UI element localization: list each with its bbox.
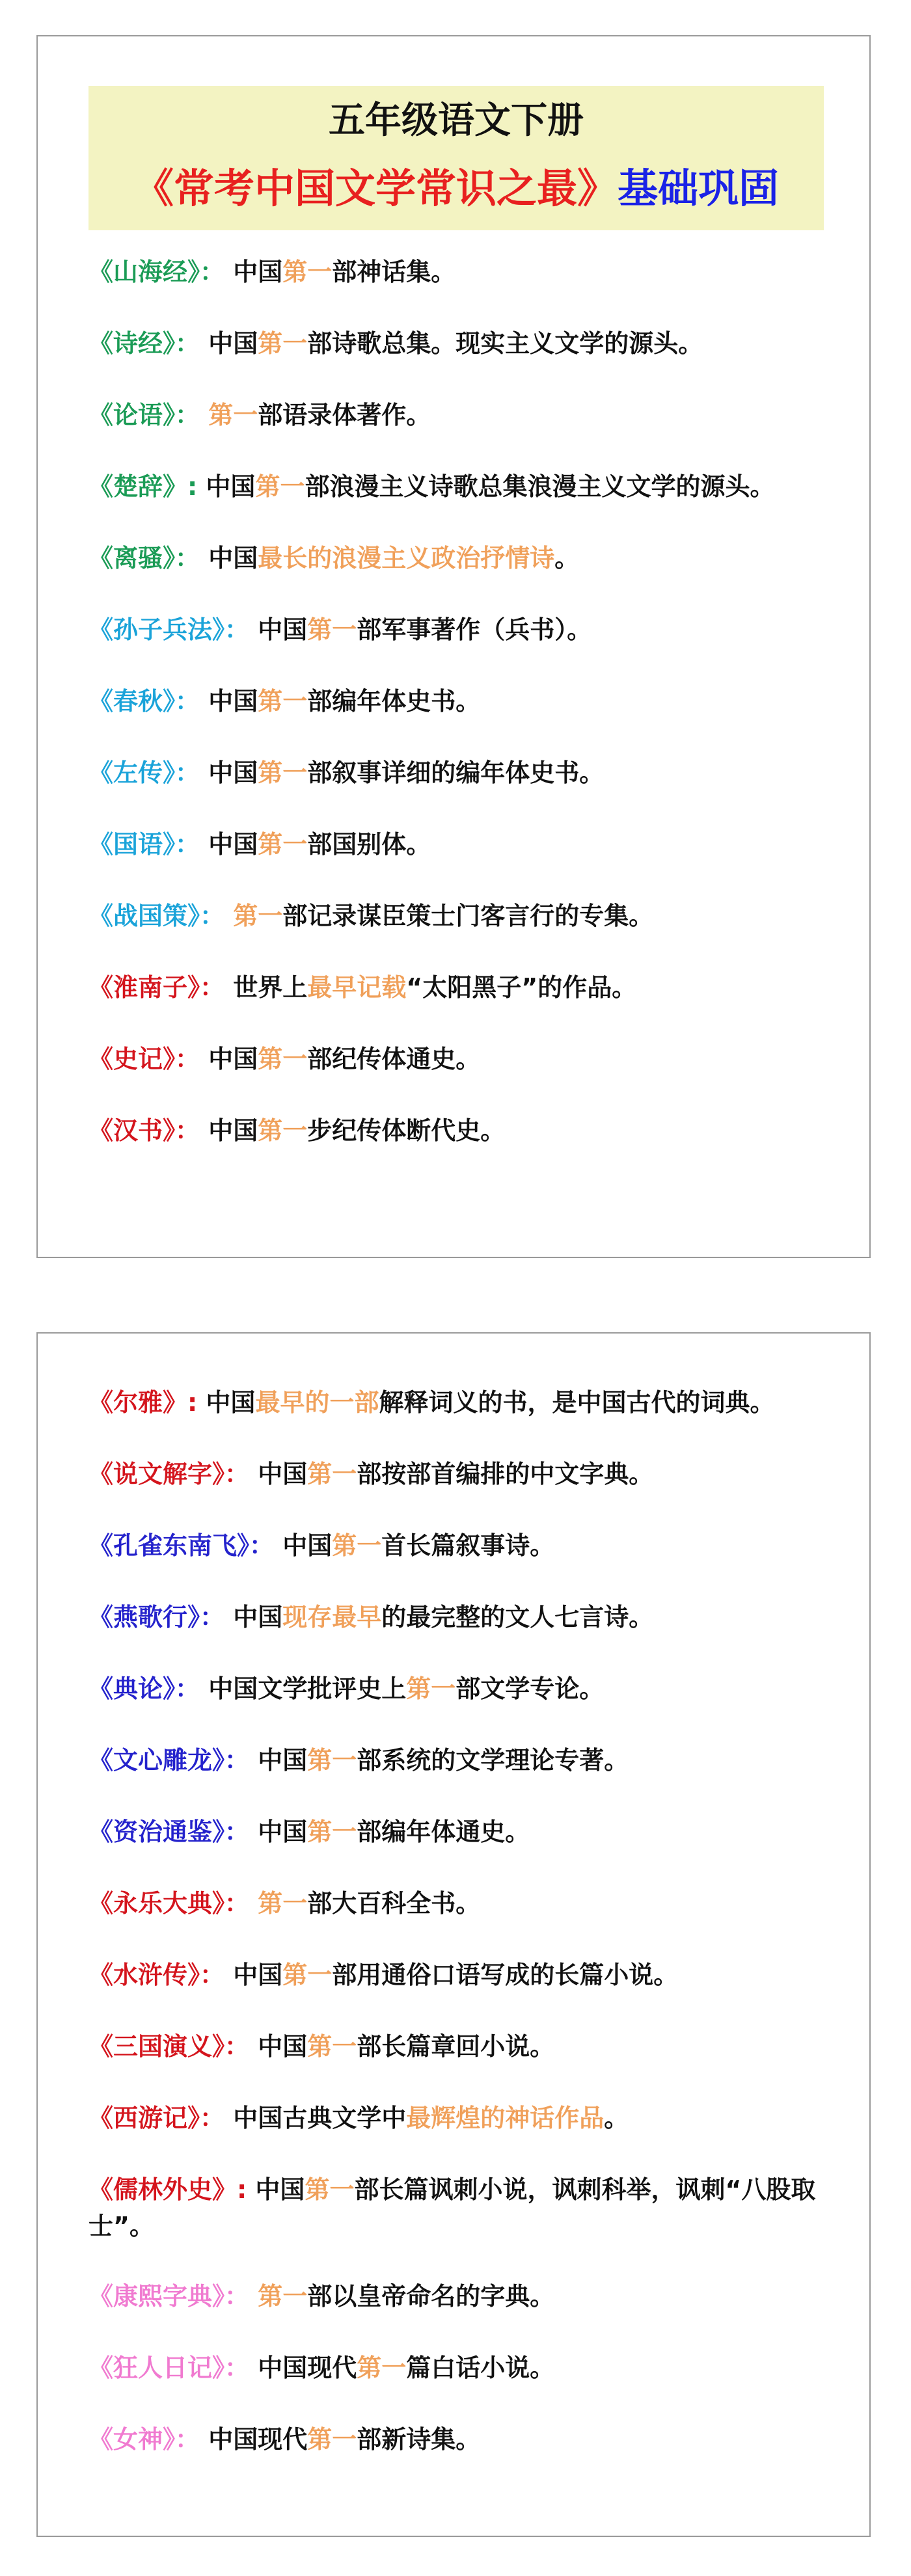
fact-text: 中国 (249, 615, 308, 644)
fact-text: 中国 (249, 1746, 308, 1775)
book-title: 《水浒传》： (88, 1961, 225, 1989)
fact-highlight: 现存最早 (282, 1603, 382, 1631)
fact-text: 。 (604, 2104, 629, 2132)
fact-item (88, 898, 856, 969)
fact-text (249, 1889, 258, 1918)
fact-text: 中国 (249, 1818, 308, 1846)
book-title: 《永乐大典》： (88, 1889, 250, 1918)
fact-item (88, 1112, 856, 1184)
fact-text: 部长篇讽刺小说，讽刺科举，讽刺“八股取士”。 (88, 2175, 816, 2240)
fact-highlight: 第一 (307, 1818, 357, 1846)
fact-item (88, 1599, 856, 1670)
subtitle-red: 《常考中国文学常识之最》 (133, 165, 618, 212)
knowledge-card-1 (36, 35, 871, 1258)
fact-text: 部按部首编排的中文字典。 (357, 1460, 654, 1488)
fact-text: 步纪传体断代史。 (307, 1116, 506, 1145)
fact-highlight: 第一 (258, 1116, 308, 1145)
fact-text: 部记录谋臣策士门客言行的专集。 (282, 902, 654, 930)
page-title: 五年级语文下册 (329, 100, 584, 142)
fact-item (88, 2100, 856, 2171)
book-title: 《典论》： (88, 1674, 200, 1703)
fact-item (88, 1742, 856, 1814)
fact-item (88, 683, 856, 755)
fact-highlight: 第一 (258, 1045, 308, 1073)
fact-item (88, 1885, 856, 1957)
fact-text: 中国 (224, 1961, 283, 1989)
fact-highlight: 第一 (258, 830, 308, 859)
book-title: 《离骚》： (88, 544, 200, 572)
book-title: 《狂人日记》： (88, 2354, 250, 2382)
book-title: 《孙子兵法》： (88, 615, 250, 644)
fact-highlight: 第一 (406, 1674, 456, 1703)
fact-item (88, 325, 856, 397)
fact-item (88, 1527, 856, 1599)
fact-text: “太阳黑子”的作品。 (406, 973, 637, 1002)
fact-text: 部语录体著作。 (258, 401, 431, 429)
fact-highlight: 第一 (332, 1531, 382, 1560)
book-title: 《诗经》： (88, 329, 200, 358)
fact-text: 中国 (224, 258, 283, 286)
fact-text: 部国别体。 (307, 830, 431, 859)
fact-item (88, 1814, 856, 1885)
fact-highlight: 最早的一部 (255, 1388, 379, 1417)
fact-item (88, 2028, 856, 2100)
fact-text: 中国 (200, 687, 258, 716)
fact-text: 解释词义的书，是中国古代的词典。 (379, 1388, 775, 1417)
fact-text: 部诗歌总集。现实主义文学的源头。 (307, 329, 703, 358)
fact-item (88, 755, 856, 826)
book-title: 《汉书》： (88, 1116, 200, 1145)
fact-text: 。 (554, 544, 580, 572)
fact-highlight: 第一 (307, 1460, 357, 1488)
page-subtitle (88, 156, 824, 221)
fact-item (88, 2278, 856, 2350)
fact-text: 部神话集。 (332, 258, 456, 286)
book-title: 《儒林外史》: (88, 2175, 247, 2204)
fact-text: 中国 (200, 830, 258, 859)
title-banner (88, 86, 824, 230)
book-title: 《楚辞》: (88, 472, 198, 501)
fact-text: 部大百科全书。 (307, 1889, 481, 1918)
fact-highlight: 第一 (282, 258, 333, 286)
fact-text: 世界上 (224, 973, 308, 1002)
book-title: 《资治通鉴》： (88, 1818, 250, 1846)
fact-item (88, 1957, 856, 2028)
fact-text: 中国 (249, 2032, 308, 2061)
fact-highlight: 最早记载 (307, 973, 407, 1002)
fact-text: 部用通俗口语写成的长篇小说。 (332, 1961, 679, 1989)
fact-text: 中国 (200, 758, 258, 787)
knowledge-card-2 (36, 1332, 871, 2537)
fact-text: 部以皇帝命名的字典。 (307, 2282, 555, 2311)
book-title: 《文心雕龙》： (88, 1746, 250, 1775)
fact-highlight: 第一 (282, 1961, 333, 1989)
fact-text: 部文学专论。 (456, 1674, 605, 1703)
fact-text: 中国 (200, 544, 258, 572)
fact-text: 中国 (200, 329, 258, 358)
fact-highlight: 第一 (258, 329, 308, 358)
fact-highlight: 第一 (307, 2032, 357, 2061)
fact-text: 中国 (247, 2175, 305, 2204)
fact-highlight: 第一 (208, 401, 258, 429)
fact-item (88, 468, 856, 540)
fact-text: 首长篇叙事诗。 (381, 1531, 555, 1560)
book-title: 《山海经》： (88, 258, 225, 286)
fact-highlight: 第一 (255, 472, 305, 501)
fact-text: 篇白话小说。 (406, 2354, 555, 2382)
fact-text: 部纪传体通史。 (307, 1045, 481, 1073)
fact-item (88, 540, 856, 611)
fact-text: 部叙事详细的编年体史书。 (307, 758, 605, 787)
fact-item (88, 1670, 856, 1742)
book-title: 《战国策》： (88, 902, 225, 930)
fact-list-1 (88, 254, 856, 1184)
fact-text: 部编年体通史。 (357, 1818, 530, 1846)
fact-highlight: 第一 (258, 758, 308, 787)
fact-text (224, 902, 233, 930)
fact-item (88, 969, 856, 1041)
fact-highlight: 第一 (307, 1746, 357, 1775)
fact-highlight: 第一 (233, 902, 283, 930)
book-title: 《三国演义》： (88, 2032, 250, 2061)
fact-text: 中国古典文学中 (224, 2104, 407, 2132)
book-title: 《康熙字典》： (88, 2282, 250, 2311)
fact-text: 部系统的文学理论专著。 (357, 1746, 629, 1775)
fact-text: 部编年体史书。 (307, 687, 481, 716)
book-title: 《左传》： (88, 758, 200, 787)
fact-item (88, 1041, 856, 1112)
book-title: 《尔雅》: (88, 1388, 198, 1417)
book-title: 《史记》： (88, 1045, 200, 1073)
book-title: 《说文解字》： (88, 1460, 250, 1488)
book-title: 《燕歌行》： (88, 1603, 225, 1631)
fact-text (200, 401, 208, 429)
book-title: 《女神》： (88, 2425, 200, 2454)
fact-item (88, 397, 856, 468)
fact-text: 部军事著作（兵书）。 (357, 615, 592, 644)
subtitle-blue: 基础巩固 (618, 165, 780, 212)
fact-text: 中国 (197, 1388, 256, 1417)
fact-list-2 (88, 1384, 856, 2493)
fact-item (88, 2421, 856, 2493)
fact-item (88, 254, 856, 325)
fact-text: 部新诗集。 (357, 2425, 481, 2454)
fact-item (88, 2350, 856, 2421)
book-title: 《春秋》： (88, 687, 200, 716)
fact-item (88, 1456, 856, 1527)
fact-highlight: 第一 (307, 615, 357, 644)
fact-highlight: 第一 (258, 687, 308, 716)
fact-item (88, 611, 856, 683)
fact-highlight: 第一 (307, 2425, 357, 2454)
fact-text: 中国 (200, 1045, 258, 1073)
fact-text: 中国现代 (200, 2425, 308, 2454)
fact-text: 的最完整的文人七言诗。 (381, 1603, 654, 1631)
book-title: 《西游记》： (88, 2104, 225, 2132)
fact-text (249, 2282, 258, 2311)
fact-item (88, 1384, 856, 1456)
fact-text: 中国现代 (249, 2354, 357, 2382)
fact-text: 部浪漫主义诗歌总集浪漫主义文学的源头。 (305, 472, 775, 501)
book-title: 《国语》： (88, 830, 200, 859)
fact-text: 中国 (197, 472, 256, 501)
fact-highlight: 最辉煌的神话作品 (406, 2104, 605, 2132)
fact-highlight: 第一 (258, 2282, 308, 2311)
book-title: 《淮南子》： (88, 973, 225, 1002)
fact-text: 中国 (224, 1603, 283, 1631)
fact-highlight: 第一 (357, 2354, 407, 2382)
fact-item (88, 2171, 856, 2278)
fact-text: 中国文学批评史上 (200, 1674, 407, 1703)
fact-highlight: 第一 (305, 2175, 355, 2204)
fact-text: 中国 (200, 1116, 258, 1145)
fact-item (88, 826, 856, 898)
fact-highlight: 第一 (258, 1889, 308, 1918)
fact-text: 部长篇章回小说。 (357, 2032, 555, 2061)
book-title: 《论语》： (88, 401, 200, 429)
fact-text: 中国 (274, 1531, 333, 1560)
book-title: 《孔雀东南飞》： (88, 1531, 275, 1560)
fact-highlight: 最长的浪漫主义政治抒情诗 (258, 544, 555, 572)
fact-text: 中国 (249, 1460, 308, 1488)
